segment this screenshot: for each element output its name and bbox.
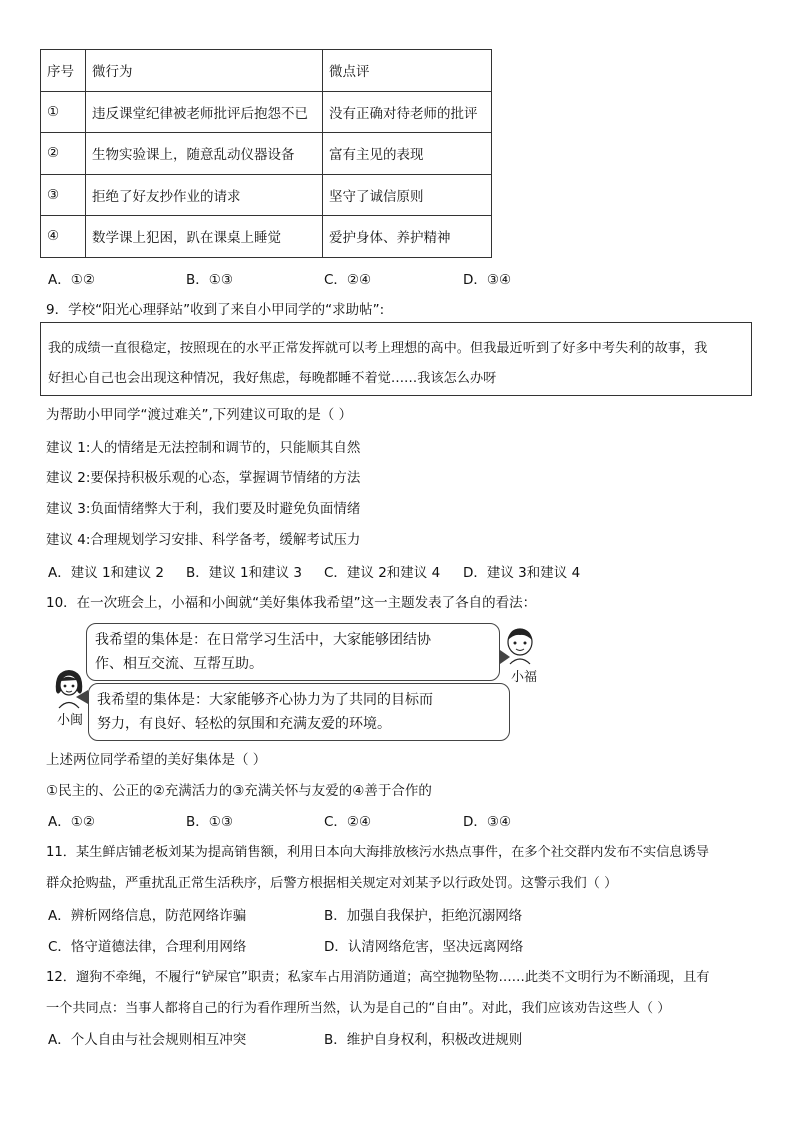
q9-option-d: D．建议 3和建议 4 — [463, 565, 581, 581]
table-cell: ④ — [41, 216, 86, 258]
speaker-name-xiaomin: 小闽 — [57, 713, 84, 728]
table-row — [41, 133, 492, 175]
q10-option-b: B．①③ — [186, 814, 233, 830]
q8-option-c: C．②④ — [324, 272, 372, 288]
header-cell: 微点评 — [323, 50, 492, 92]
q11-stem-line: 11．某生鲜店铺老板刘某为提高销售额，利用日本向大海排放核污水热点事件，在多个社交群内发布不实信息诱导 — [46, 845, 709, 860]
boy-avatar-icon — [502, 626, 538, 666]
q10-choices: ①民主的、公正的②充满活力的③充满关怀与友爱的④善于合作的 — [46, 783, 432, 799]
table-row — [41, 174, 492, 216]
table-row — [41, 91, 492, 133]
table-cell: 没有正确对待老师的批评 — [323, 91, 492, 133]
header-cell: 微行为 — [86, 50, 323, 92]
q11-option-d: D．认清网络危害，坚决远离网络 — [324, 939, 524, 955]
suggestion-item: 建议 2:要保持积极乐观的心态，掌握调节情绪的方法 — [46, 470, 361, 486]
q10-stem: 10．在一次班会上，小福和小闽就“美好集体我希望”这一主题发表了各自的看法： — [46, 595, 537, 611]
table-cell: 拒绝了好友抄作业的请求 — [86, 174, 323, 216]
bubble-tail — [76, 690, 88, 704]
table-cell: ① — [41, 91, 86, 133]
behavior-table — [40, 49, 492, 258]
q12-option-a: A．个人自由与社会规则相互冲突 — [48, 1032, 247, 1048]
suggestion-item: 建议 3:负面情绪弊大于利，我们要及时避免负面情绪 — [46, 501, 361, 517]
table-cell: 坚守了诚信原则 — [323, 174, 492, 216]
q12-stem-line: 12．遛狗不牵绳，不履行“铲屎官”职责；私家车占用消防通道；高空抛物坠物……此类不文明行为不断涌现，且有 — [46, 970, 710, 985]
q10-option-c: C．②④ — [324, 814, 372, 830]
speech-bubble-xiaofu — [86, 623, 500, 681]
table-cell: 富有主见的表现 — [323, 133, 492, 175]
help-post-line: 好担心自己也会出现这种情况，我好焦虑，每晚都睡不着觉……我该怎么办呀 — [48, 371, 497, 386]
q8-option-b: B．①③ — [186, 272, 233, 288]
bubble-line: 努力，有良好、轻松的氛围和充满友爱的环境。 — [97, 716, 391, 732]
help-post-line: 我的成绩一直很稳定，按照现在的水平正常发挥就可以考上理想的高中。但我最近听到了好多中考失利的故事，我 — [48, 341, 708, 356]
q8-option-a: A．①② — [48, 272, 95, 288]
speaker-name-xiaofu: 小福 — [511, 670, 538, 685]
q12-stem-line: 一个共同点：当事人都将自己的行为看作理所当然，认为是自己的“自由”。对此，我们应该劝告这些人（ ） — [46, 1001, 671, 1016]
table-cell: 生物实验课上，随意乱动仪器设备 — [86, 133, 323, 175]
help-post-box — [40, 322, 752, 396]
table-row — [41, 216, 492, 258]
q9-option-b: B．建议 1和建议 3 — [186, 565, 303, 581]
table-cell: 违反课堂纪律被老师批评后抱怨不已 — [86, 91, 323, 133]
table-cell: ③ — [41, 174, 86, 216]
q10-option-a: A．①② — [48, 814, 95, 830]
table-cell: ② — [41, 133, 86, 175]
speech-bubble-xiaomin — [88, 683, 510, 741]
header-cell: 序号 — [41, 50, 86, 92]
q9-option-a: A．建议 1和建议 2 — [48, 565, 164, 581]
table-header-row — [41, 50, 492, 92]
suggestion-item: 建议 4:合理规划学习安排、科学备考，缓解考试压力 — [46, 532, 361, 548]
q8-option-d: D．③④ — [463, 272, 512, 288]
bubble-line: 我希望的集体是：大家能够齐心协力为了共同的目标而 — [97, 692, 433, 708]
q10-option-d: D．③④ — [463, 814, 512, 830]
q10-question: 上述两位同学希望的美好集体是（ ） — [46, 752, 267, 768]
table-cell: 数学课上犯困，趴在课桌上睡觉 — [86, 216, 323, 258]
table-cell: 爱护身体、养护精神 — [323, 216, 492, 258]
suggestion-item: 建议 1:人的情绪是无法控制和调节的，只能顺其自然 — [46, 440, 361, 456]
q11-option-b: B．加强自我保护，拒绝沉溺网络 — [324, 908, 523, 924]
q11-option-c: C．恪守道德法律，合理利用网络 — [48, 939, 247, 955]
bubble-line: 我希望的集体是：在日常学习生活中，大家能够团结协 — [95, 632, 431, 648]
q11-stem-line: 群众抢购盐，严重扰乱正常生活秩序，后警方根据相关规定对刘某予以行政处罚。这警示我们（ ） — [46, 876, 618, 891]
q12-option-b: B．维护自身权利，积极改进规则 — [324, 1032, 523, 1048]
q9-stem: 9．学校“阳光心理驿站”收到了来自小甲同学的“求助帖”: — [46, 302, 385, 318]
q9-question: 为帮助小甲同学“渡过难关”,下列建议可取的是（ ） — [46, 407, 353, 423]
q9-option-c: C．建议 2和建议 4 — [324, 565, 441, 581]
bubble-line: 作、相互交流、互帮互助。 — [95, 656, 263, 672]
q11-option-a: A．辨析网络信息，防范网络诈骗 — [48, 908, 247, 924]
